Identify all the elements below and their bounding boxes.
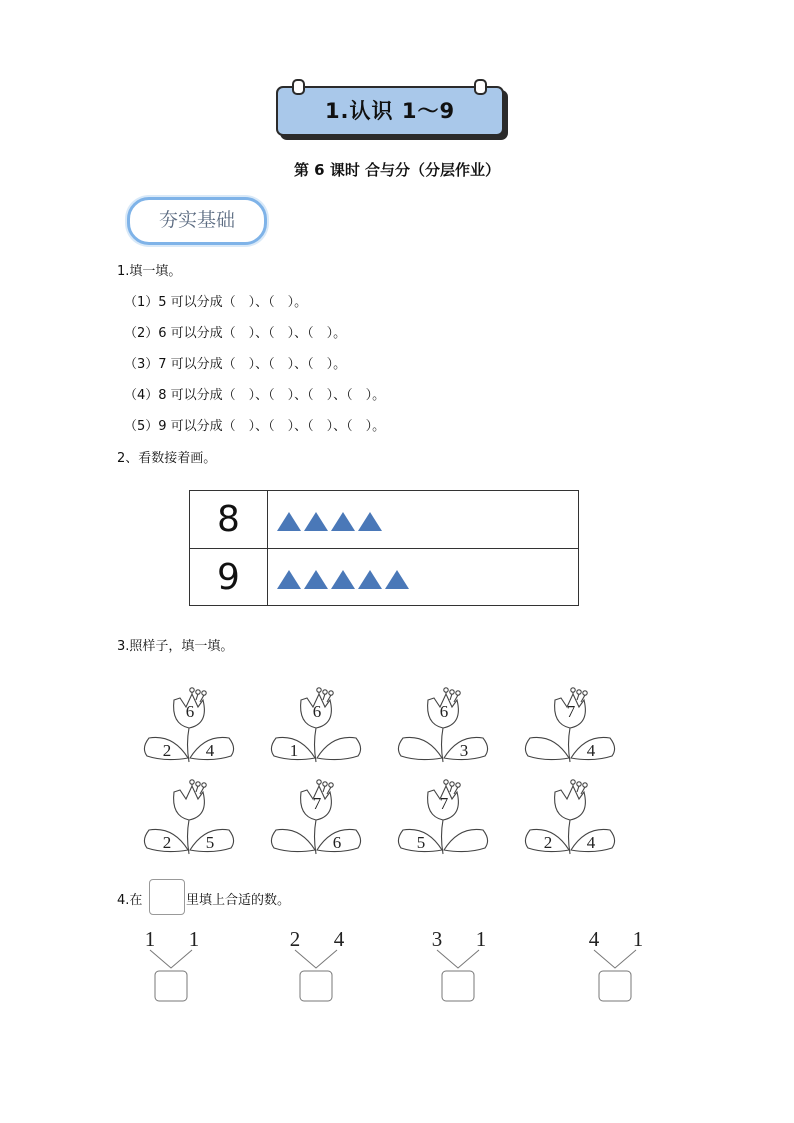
binder-ring-icon (292, 79, 305, 95)
triangle-icon (331, 512, 355, 531)
q1-item: （1）5 可以分成（ ）、（ ）。 (124, 295, 308, 310)
triangle-icon (385, 570, 409, 589)
flower-left-number: 5 (416, 833, 426, 852)
section-badge (127, 197, 267, 245)
triangle-icon (277, 570, 301, 589)
flower-figure (143, 680, 235, 766)
draw-table (189, 490, 579, 606)
split-left-number: 4 (588, 928, 600, 951)
triangle-icon (304, 570, 328, 589)
page-subtitle: 第 6 课时 合与分（分层作业） (293, 161, 501, 179)
q4-heading-after: 里填上合适的数。 (186, 893, 291, 908)
flower-left-number: 2 (162, 833, 172, 852)
flower-top-number: 6 (439, 702, 449, 721)
section-badge-label: 夯实基础 (158, 209, 235, 231)
q1-item: （4）8 可以分成（ ）、（ ）、（ ）、（ ）。 (124, 388, 386, 403)
split-left-number: 1 (144, 928, 156, 951)
flower-top-number: 7 (566, 702, 576, 721)
split-right-number: 1 (632, 928, 644, 951)
split-left-number: 3 (431, 928, 443, 951)
flower-figure (270, 680, 362, 766)
row-number: 9 (190, 549, 268, 606)
q3-heading: 3.照样子，填一填。 (117, 639, 234, 654)
split-right-number: 1 (475, 928, 487, 951)
split-left-number: 2 (289, 928, 301, 951)
q2-heading: 2、看数接着画。 (117, 451, 217, 466)
flower-figure (143, 772, 235, 858)
q1-item: （5）9 可以分成（ ）、（ ）、（ ）、（ ）。 (124, 419, 386, 434)
flower-right-number: 6 (332, 833, 342, 852)
flower-figure (270, 772, 362, 858)
flower-right-number: 4 (205, 741, 215, 760)
triangle-icon (331, 570, 355, 589)
flower-right-number: 4 (586, 833, 596, 852)
flower-left-number: 1 (289, 741, 299, 760)
flower-figure (397, 680, 489, 766)
flower-figure (524, 680, 616, 766)
triangle-icon (358, 570, 382, 589)
row-number: 8 (190, 491, 268, 548)
lesson-title: 1.认识 1～9 (324, 99, 456, 123)
flower-top-number: 7 (312, 794, 322, 813)
flower-figure (397, 772, 489, 858)
triangle-icon (304, 512, 328, 531)
triangle-icon (358, 512, 382, 531)
split-diagram (285, 928, 349, 1002)
flower-right-number: 4 (586, 741, 596, 760)
flower-right-number: 3 (459, 741, 469, 760)
table-row (190, 548, 578, 606)
split-right-number: 4 (333, 928, 345, 951)
example-answer-box (149, 879, 185, 915)
flower-figure (524, 772, 616, 858)
q1-item: （3）7 可以分成（ ）、（ ）、（ ）。 (124, 357, 347, 372)
triangle-icon (277, 512, 301, 531)
binder-ring-icon (474, 79, 487, 95)
lesson-title-box (276, 86, 504, 136)
split-diagram (584, 928, 648, 1002)
q1-item: （2）6 可以分成（ ）、（ ）、（ ）。 (124, 326, 347, 341)
q4-heading-before: 4.在 (117, 893, 143, 908)
flower-right-number: 5 (205, 833, 215, 852)
split-right-number: 1 (188, 928, 200, 951)
table-row (190, 491, 578, 548)
split-diagram (427, 928, 491, 1002)
q1-heading: 1.填一填。 (117, 264, 182, 279)
flower-top-number: 6 (185, 702, 195, 721)
flower-left-number: 2 (162, 741, 172, 760)
flower-top-number: 7 (439, 794, 449, 813)
split-diagram (140, 928, 204, 1002)
flower-left-number: 2 (543, 833, 553, 852)
flower-top-number: 6 (312, 702, 322, 721)
